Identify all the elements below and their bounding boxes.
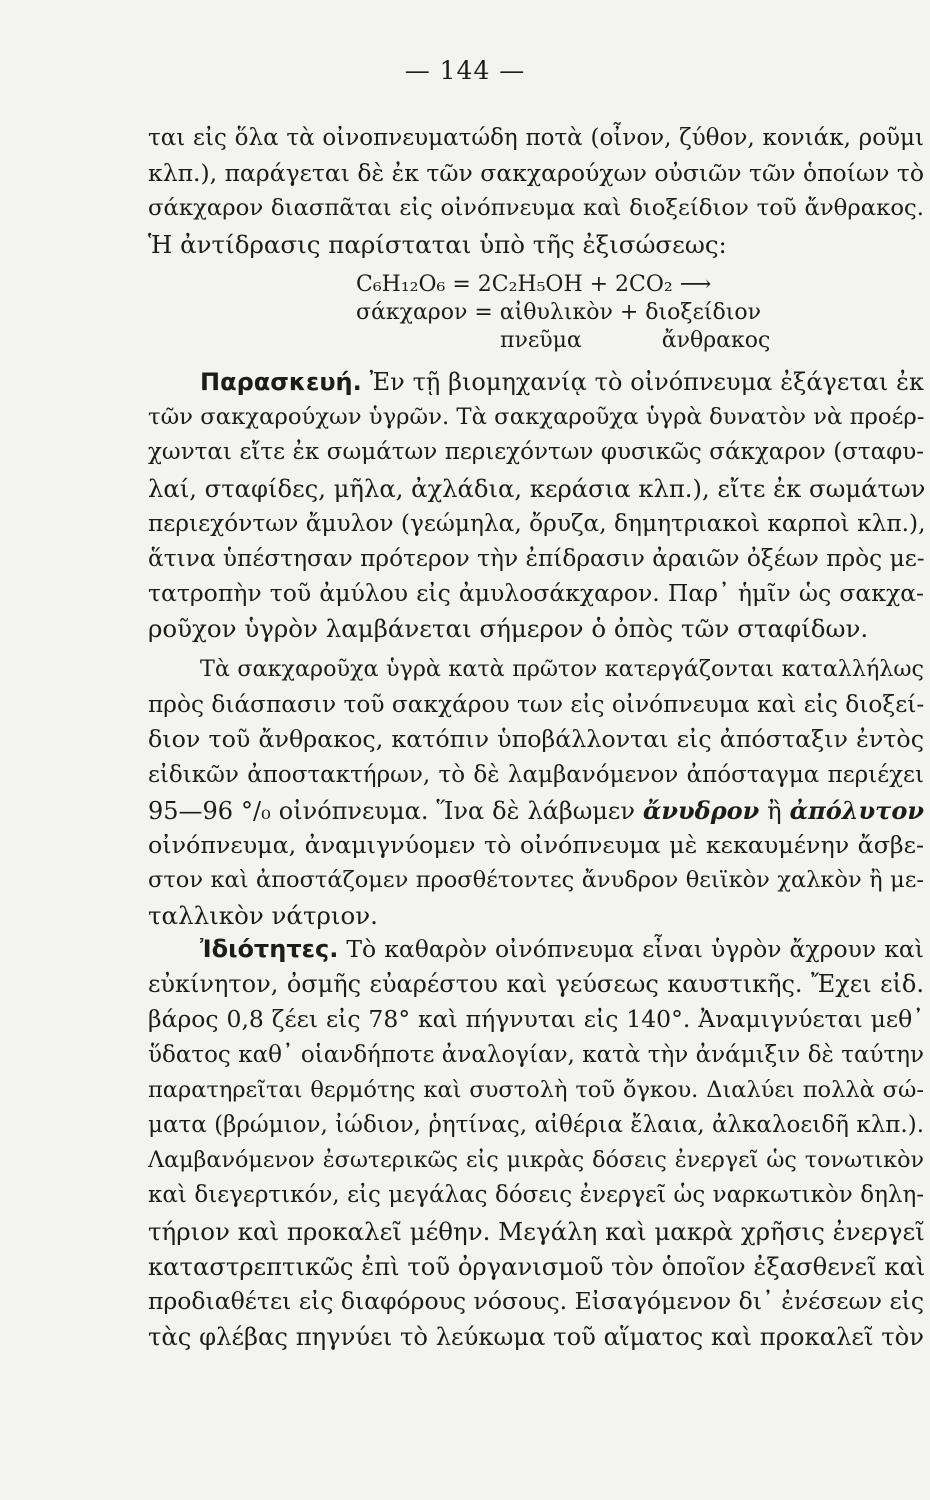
text-line: στον καὶ ἀποστάζομεν προσθέτοντες ἄνυδρον θειϊκὸν χαλκὸν ἢ με- (148, 867, 924, 894)
text-line: προδιαθέτει εἰς διαφόρους νόσους. Εἰσαγόμενον δι᾽ ἐνέσεων εἰς (148, 1286, 925, 1315)
text-run: Τὸ καθαρὸν οἰνόπνευμα εἶναι ὑγρὸν ἄχρουν καὶ (338, 935, 924, 963)
text-run: 95—96 °/₀ οἰνόπνευμα. Ἵνα δὲ λάβωμεν (148, 796, 643, 825)
intro-paragraph (148, 121, 924, 262)
preparation-paragraph (148, 365, 924, 647)
emphasis-anhydrous: ἄνυδρον (642, 795, 760, 825)
text-line (148, 793, 924, 828)
text-line: ταλλικὸν νάτριον. (148, 901, 378, 931)
text-line: Λαμβανόμενον ἐσωτερικῶς εἰς μικρὰς δόσεις ἐνεργεῖ ὡς τονωτικὸν (148, 1147, 924, 1174)
equation-sublabel: ἄνθρακος (661, 328, 771, 353)
text-run: ἢ (759, 796, 790, 825)
text-line: ται εἰς ὅλα τὰ οἰνοπνευματώδη ποτὰ (οἶνον, ζύθον, κονιάκ, ροῦμι (148, 125, 924, 151)
text-line: λαί, σταφίδες, μῆλα, ἀχλάδια, κεράσια κλπ.), εἴτε ἐκ σωμάτων (148, 473, 926, 503)
equation-labels: σάκχαρον = αἰθυλικὸν + διοξείδιον (356, 300, 761, 325)
text-line: περιεχόντων ἄμυλον (γεώμηλα, ὄρυζα, δημητριακοὶ καρποὶ κλπ.), (148, 509, 926, 537)
equation-sublabels (356, 326, 771, 354)
section-heading-properties: Ἰδιότητες. (200, 935, 339, 963)
text-line: ματα (βρώμιον, ἰώδιον, ῥητίνας, αἰθέρια ἔλαια, ἀλκαλοειδῆ κλπ.). (148, 1111, 924, 1138)
text-line: ροῦχον ὑγρὸν λαμβάνεται σήμερον ὁ ὀπὸς τῶν σταφίδων. (148, 614, 869, 644)
text-line: τῶν σακχαρούχων ὑγρῶν. Τὰ σακχαροῦχα ὑγρὰ δυνατὸν νὰ προέρ- (148, 404, 925, 431)
emphasis-absolute: ἀπόλυτον (789, 795, 924, 825)
equation-formula: C₆H₁₂O₆ = 2C₂H₅OH + 2CO₂ ⟶ (356, 272, 712, 297)
text-line: κλπ.), παράγεται δὲ ἐκ τῶν σακχαρούχων οὐσιῶν τῶν ὁποίων τὸ (148, 159, 924, 188)
text-line: ἅτινα ὑπέστησαν πρότερον τὴν ἐπίδρασιν ἀραιῶν ὀξέων πρὸς με- (148, 544, 925, 572)
text-line: βάρος 0,8 ζέει εἰς 78° καὶ πήγνυται εἰς 140°. Ἀναμιγνύεται μεθ᾽ (148, 1005, 924, 1034)
text-line: παρατηρεῖται θερμότης καὶ συστολὴ τοῦ ὄγκου. Διαλύει πολλὰ σώ- (148, 1076, 924, 1103)
chemical-equation (356, 270, 771, 354)
text-line (148, 365, 924, 400)
text-line: πρὸς διάσπασιν τοῦ σακχάρου των εἰς οἰνόπνευμα καὶ εἰς διοξεί- (148, 691, 925, 719)
distillation-paragraph (148, 652, 924, 934)
equation-sublabel: πνεῦμα (500, 328, 582, 353)
text-line: Τὰ σακχαροῦχα ὑγρὰ κατὰ πρῶτον κατεργάζονται καταλλήλως (200, 656, 924, 682)
section-heading-preparation: Παρασκευή. (200, 368, 362, 396)
text-run: Ἐν τῇ βιομηχανίᾳ τὸ οἰνόπνευμα ἐξάγεται ἐκ (361, 368, 924, 396)
text-line: διον τοῦ ἄνθρακος, κατόπιν ὑποβάλλονται εἰς ἀπόσταξιν ἐντὸς (148, 725, 924, 754)
text-line: τατροπὴν τοῦ ἀμύλου εἰς ἀμυλοσάκχαρον. Παρ᾽ ἡμῖν ὡς σακχα- (148, 579, 924, 608)
text-line (148, 932, 924, 967)
text-line: τὰς φλέβας πηγνύει τὸ λεύκωμα τοῦ αἵματος καὶ προκαλεῖ τὸν (148, 1322, 924, 1352)
page-number: — 144 — (404, 56, 526, 85)
text-line: εἰδικῶν ἀποστακτήρων, τὸ δὲ λαμβανόμενον ἀπόσταγμα περιέχει (148, 761, 924, 788)
properties-paragraph (148, 932, 924, 1354)
text-line: εὐκίνητον, ὀσμῆς εὐαρέστου καὶ γεύσεως καυστικῆς. Ἔχει εἰδ. (148, 970, 924, 999)
text-line: καταστρεπτικῶς ἐπὶ τοῦ ὀργανισμοῦ τὸν ὁποῖον ἐξασθενεῖ καὶ (148, 1251, 926, 1281)
text-line: καὶ διεγερτικόν, εἰς μεγάλας δόσεις ἐνεργεῖ ὡς ναρκωτικὸν δηλη- (148, 1182, 924, 1209)
text-line: χωνται εἴτε ἐκ σωμάτων περιεχόντων φυσικῶς σάκχαρον (σταφυ- (148, 439, 924, 466)
text-line: Ἡ ἀντίδρασις παρίσταται ὑπὸ τῆς ἐξισώσεως: (148, 229, 727, 259)
text-line: τήριον καὶ προκαλεῖ μέθην. Μεγάλη καὶ μακρὰ χρῆσις ἐνεργεῖ (148, 1216, 925, 1246)
text-line: ὕδατος καθ᾽ οἱανδήποτε ἀναλογίαν, κατὰ τὴν ἀνάμιξιν δὲ ταύτην (148, 1041, 924, 1068)
text-line: σάκχαρον διασπᾶται εἰς οἰνόπνευμα καὶ διοξείδιον τοῦ ἄνθρακος. (148, 195, 924, 222)
text-line: οἰνόπνευμα, ἀναμιγνύομεν τὸ οἰνόπνευμα μὲ κεκαυμένην ἄσβε- (148, 830, 924, 859)
